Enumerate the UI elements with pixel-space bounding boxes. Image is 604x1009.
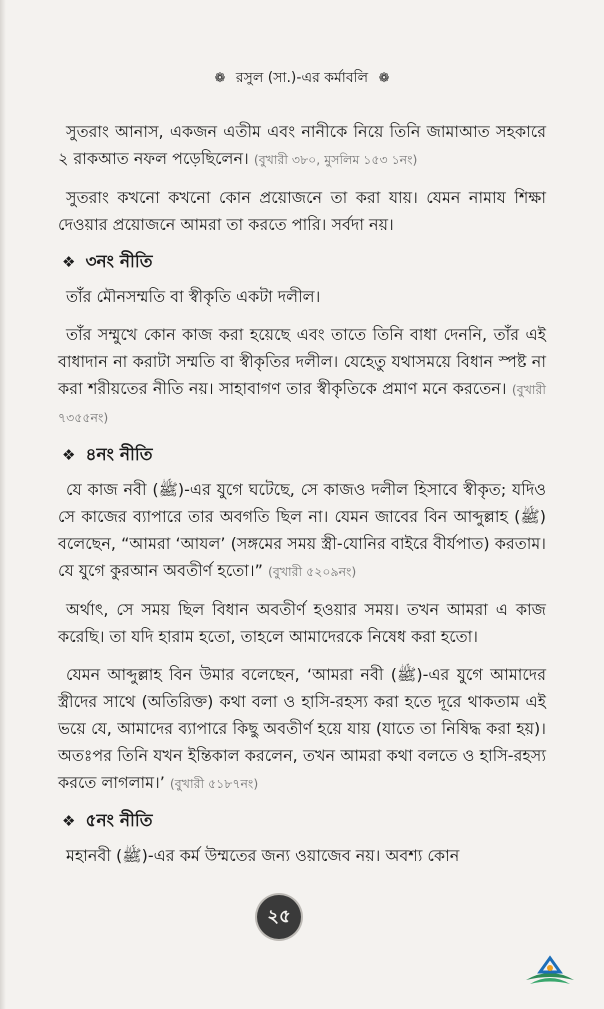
paragraph: [58, 184, 546, 238]
running-head: [0, 66, 604, 90]
paragraph-text: তাঁর মৌনসম্মতি বা স্বীকৃতি একটা দলীল।: [66, 287, 321, 306]
paragraph: [58, 321, 546, 431]
section-title: ৩নং নীতি: [85, 252, 153, 272]
diamond-bullet-icon: ❖: [62, 253, 76, 271]
paragraph: [58, 596, 546, 650]
page-number: ২৫: [267, 905, 291, 927]
paragraph-text: তাঁর সম্মুখে কোন কাজ করা হয়েছে এবং তাতে তিনি বাধা দেননি, তাঁর এই বাধাদান না করাটা সম্মতি বা স্বীকৃতির দলীল। যেহেতু যথাসময়ে বিধান স্পষ্ট না করা শরীয়তের নীতি নয়। সাহাবাগণ তার স্বীকৃতিকে প্রমাণ মনে করতেন।: [58, 325, 546, 398]
section-heading-3: [62, 249, 546, 275]
paragraph: [58, 661, 546, 797]
paragraph: [58, 118, 546, 173]
section-title: ৫নং নীতি: [85, 811, 153, 831]
section-title: ৪নং নীতি: [85, 445, 153, 465]
paragraph: [58, 283, 546, 310]
reference: (বুখারী ৩৮০, মুসলিম ১৫৩ ১নং): [253, 152, 418, 167]
publisher-logo-icon: [518, 948, 582, 988]
page-number-badge: [257, 895, 301, 939]
paragraph-text: সুতরাং কখনো কখনো কোন প্রয়োজনে তা করা যায়। যেমন নামায শিক্ষা দেওয়ার প্রয়োজনে আমরা তা করতে পারি। সর্বদা নয়।: [58, 188, 546, 234]
section-heading-5: [62, 808, 546, 834]
paragraph-text: যে কাজ নবী (ﷺ)-এর যুগে ঘটেছে, সে কাজও দলীল হিসাবে স্বীকৃত; যদিও সে কাজের ব্যাপারে তার অবগতি ছিল না। যেমন জাবের বিন আব্দুল্লাহ (ﷺ) বলেছেন, “আমরা ‘আযল’ (সঙ্গমের সময় স্ত্রী-যোনির বাইরে বীর্যপাত) করতাম। যে যুগে কুরআন অবতীর্ণ হতো।”: [58, 480, 546, 580]
reference: (বুখারী ৭৩৫৫নং): [58, 382, 546, 425]
paragraph: [58, 476, 546, 585]
paragraph-text: যেমন আব্দুল্লাহ বিন উমার বলেছেন, ‘আমরা নবী (ﷺ)-এর যুগে আমাদের স্ত্রীদের সাথে (অতিরিক্ত) কথা বলা ও হাসি-রহস্য করা হতে দূরে থাকতাম এই ভয়ে যে, আমাদের ব্যাপারে কিছু অবতীর্ণ হয়ে যায় (যাতে তা নিষিদ্ধ করা হয়)। অতঃপর তিনি যখন ইন্তিকাল করলেন, তখন আমরা কথা বলতে ও হাসি-রহস্য করতে লাগলাম।’: [58, 665, 546, 792]
ornament-left-icon: ❁: [214, 71, 226, 86]
reference: (বুখারী ৫১৮৭নং): [169, 776, 259, 791]
paragraph-text: সুতরাং আনাস, একজন এতীম এবং নানীকে নিয়ে তিনি জামাআত সহকারে ২ রাকআত নফল পড়েছিলেন।: [58, 122, 546, 168]
paragraph-text: অর্থাৎ, সে সময় ছিল বিধান অবতীর্ণ হওয়ার সময়। তখন আমরা এ কাজ করেছি। তা যদি হারাম হতো, তাহলে আমাদেরকে নিষেধ করা হতো।: [58, 600, 546, 646]
running-head-title: রসুল (সা.)-এর কর্মাবলি: [235, 70, 369, 86]
reference: (বুখারী ৫২০৯নং): [268, 564, 357, 579]
page-body: [58, 118, 546, 880]
paragraph-text: মহানবী (ﷺ)-এর কর্ম উম্মতের জন্য ওয়াজেব নয়। অবশ্য কোন: [66, 846, 460, 865]
paragraph: [58, 842, 546, 869]
diamond-bullet-icon: ❖: [62, 446, 76, 464]
diamond-bullet-icon: ❖: [62, 812, 76, 830]
page-edge: [0, 0, 6, 1009]
section-heading-4: [62, 442, 546, 468]
ornament-right-icon: ❁: [378, 71, 390, 86]
